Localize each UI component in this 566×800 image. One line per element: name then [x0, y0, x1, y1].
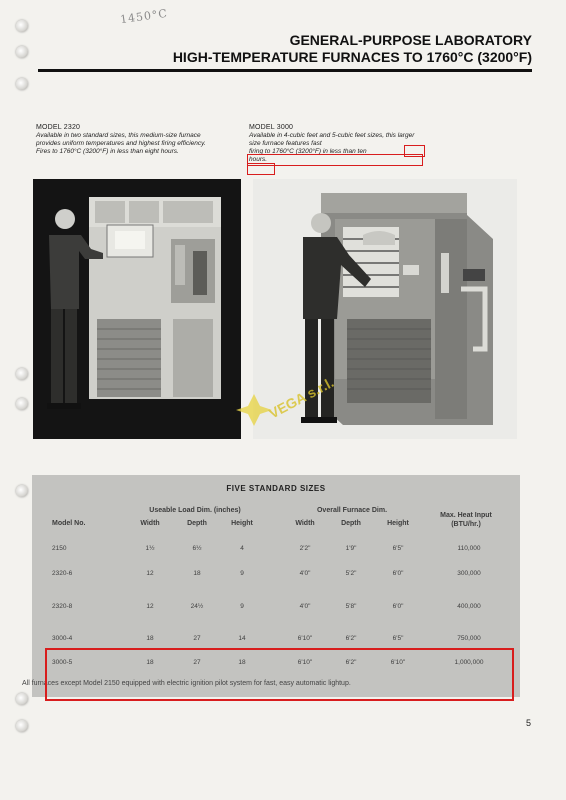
- handwritten-note: 1450°C: [119, 6, 169, 27]
- cell-depth: 6½: [192, 545, 202, 552]
- model-2320-description: [36, 124, 211, 156]
- title-line-1: GENERAL-PURPOSE LABORATORY: [289, 32, 532, 48]
- page-number: 5: [526, 718, 532, 728]
- cell-height: 9: [240, 603, 244, 610]
- cell-width: 1½: [145, 545, 155, 552]
- column-header-overall-width: Width: [295, 520, 315, 527]
- binder-hole: [16, 368, 28, 380]
- cell-btu: 300,000: [457, 570, 481, 577]
- page-title: [173, 32, 532, 66]
- cell-btu: 750,000: [457, 635, 481, 642]
- title-rule: [38, 69, 532, 72]
- table-footnote: All furnaces except Model 2150 equipped with electric ignition pilot system for fast, easy automatic lightup.: [22, 680, 351, 687]
- cell-width: 12: [146, 570, 154, 577]
- cell-btu: 400,000: [457, 603, 481, 610]
- cell-overall-height: 6'0": [392, 603, 404, 610]
- cell-overall-height: 6'0": [392, 570, 404, 577]
- highlight-box-model-3000-5: [45, 648, 514, 701]
- cell-btu: 110,000: [457, 545, 481, 552]
- cell-depth: 24½: [190, 603, 204, 610]
- column-header-overall-depth: Depth: [341, 520, 361, 527]
- cell-overall-depth: 5'8": [345, 603, 357, 610]
- cell-depth: 18: [193, 570, 201, 577]
- highlight-box: [247, 163, 275, 175]
- cell-overall-width: 6'10": [297, 659, 313, 666]
- model-3000-text-part1: Available in 4-cubic feet and 5-cubic feet sizes, this larger size furnace features: [249, 132, 415, 147]
- cell-model: 2150: [52, 545, 67, 552]
- cell-height: 9: [240, 570, 244, 577]
- binder-hole: [16, 693, 28, 705]
- binder-hole: [16, 485, 28, 497]
- group-header-overall: Overall Furnace Dim.: [316, 507, 388, 514]
- cell-model: 2320-8: [52, 603, 73, 610]
- group-header-useable: Useable Load Dim. (inches): [149, 507, 241, 514]
- cell-overall-height: 6'10": [390, 659, 406, 666]
- cell-overall-width: 4'0": [299, 603, 311, 610]
- table-title: FIVE STANDARD SIZES: [226, 484, 326, 493]
- model-2320-photo-image: [33, 179, 241, 439]
- cell-overall-depth: 6'2": [345, 659, 357, 666]
- cell-height: 4: [240, 545, 244, 552]
- binder-hole: [16, 46, 28, 58]
- cell-btu: 1,000,000: [454, 659, 484, 666]
- cell-model: 3000-5: [52, 659, 73, 666]
- vega-watermark-logo: [228, 366, 348, 446]
- watermark-graphic: [228, 366, 348, 446]
- cell-overall-depth: 6'2": [345, 635, 357, 642]
- cell-overall-depth: 1'9": [345, 545, 357, 552]
- model-2320-label: MODEL 2320: [36, 124, 81, 131]
- column-header-height: Height: [231, 520, 253, 527]
- column-header-max-heat: Max. Heat Input (BTU/hr.): [440, 512, 492, 528]
- table-row: [32, 603, 520, 613]
- cell-depth: 27: [193, 659, 201, 666]
- model-3000-text-fast: fast: [311, 140, 322, 147]
- model-3000-text-hours: hours.: [249, 156, 268, 163]
- watermark-text: VEGA s.r.l.: [266, 374, 337, 422]
- table-row: [32, 635, 520, 645]
- table-row: [32, 570, 520, 580]
- cell-width: 18: [146, 659, 154, 666]
- model-3000-label: MODEL 3000: [249, 124, 294, 131]
- binder-hole: [16, 720, 28, 732]
- cell-overall-height: 6'5": [392, 635, 404, 642]
- column-header-model: Model No.: [52, 520, 86, 527]
- column-header-overall-height: Height: [387, 520, 409, 527]
- cell-height: 14: [238, 635, 246, 642]
- column-header-width: Width: [140, 520, 160, 527]
- column-header-depth: Depth: [187, 520, 207, 527]
- table-row: [32, 545, 520, 555]
- cell-overall-width: 6'10": [297, 635, 313, 642]
- cell-width: 18: [146, 635, 154, 642]
- cell-overall-depth: 5'2": [345, 570, 357, 577]
- cell-width: 12: [146, 603, 154, 610]
- title-line-2: HIGH-TEMPERATURE FURNACES TO 1760°C (3200°F): [172, 49, 532, 65]
- cell-depth: 27: [193, 635, 201, 642]
- cell-height: 18: [238, 659, 246, 666]
- cell-overall-width: 4'0": [299, 570, 311, 577]
- cell-overall-height: 6'5": [392, 545, 404, 552]
- model-2320-text: Available in two standard sizes, this medium-size furnace provides uniform temperatures and highest firing efficiency. Fires to 1760°C (3200°F) in less than eight hours.: [36, 132, 206, 155]
- binder-hole: [16, 78, 28, 90]
- cell-model: 2320-6: [52, 570, 73, 577]
- binder-hole: [16, 20, 28, 32]
- binder-hole: [16, 398, 28, 410]
- cell-overall-width: 2'2": [299, 545, 311, 552]
- model-3000-text-firing: firing to 1760°C (3200°F) in less than ten: [249, 148, 367, 155]
- cell-model: 3000-4: [52, 635, 73, 642]
- model-2320-photo: [33, 179, 241, 439]
